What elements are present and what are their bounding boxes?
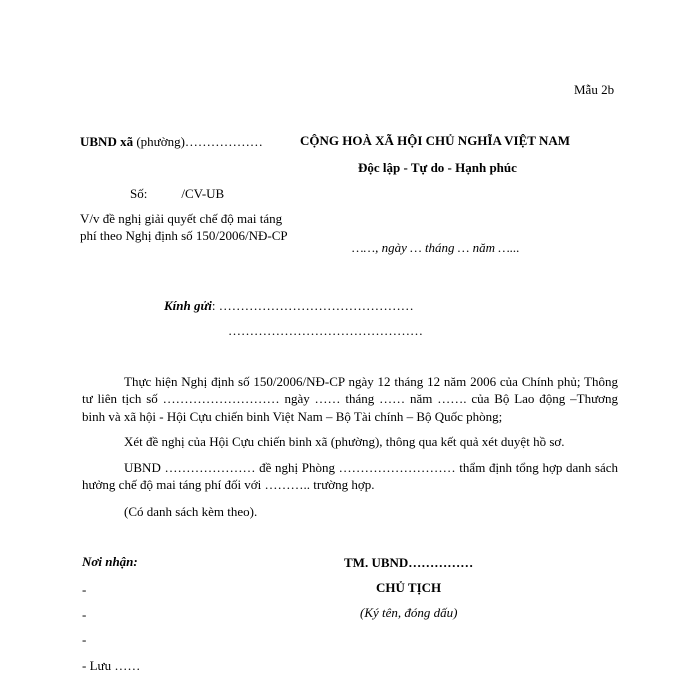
recipients-heading: Nơi nhận: — [82, 554, 138, 569]
document-number-label: Số: — [130, 186, 148, 201]
body-paragraph-2: Xét đề nghị của Hội Cựu chiến binh xã (phường), thông qua kết quả xét duyệt hồ sơ. — [124, 434, 565, 449]
recipient-item: - — [82, 607, 87, 622]
agency-label: UBND xã — [80, 134, 134, 149]
agency-line — [80, 134, 263, 150]
recipient-label: Kính gửi — [164, 298, 212, 313]
sign-note: (Ký tên, đóng dấu) — [360, 605, 458, 620]
national-title: CỘNG HOÀ XÃ HỘI CHỦ NGHĨA VIỆT NAM — [300, 133, 571, 148]
national-motto: Độc lập - Tự do - Hạnh phúc — [358, 160, 517, 175]
sign-title: CHỦ TỊCH — [376, 580, 442, 595]
sign-on-behalf: TM. UBND…………… — [344, 555, 474, 570]
document-number-value: /CV-UB — [181, 186, 225, 201]
body-paragraph-3: UBND ………………… đề nghị Phòng ……………………… thẩm định tổng hợp danh sách hưởng chế độ mai táng phí đối với ……….. trường hợp. — [82, 460, 618, 493]
document-subject: V/v đề nghị giải quyết chế độ mai táng phí theo Nghị định số 150/2006/NĐ-CP — [80, 211, 288, 243]
agency-suffix: (phường)……………… — [133, 134, 263, 149]
recipient-item: - — [82, 582, 87, 597]
body-paragraph-4: (Có danh sách kèm theo). — [124, 504, 258, 519]
form-code: Mẫu 2b — [574, 82, 615, 97]
document-number — [130, 186, 224, 202]
place-date: ……, ngày … tháng … năm …... — [352, 240, 520, 255]
recipient-line-1 — [164, 298, 414, 314]
recipient-item: - Lưu …… — [82, 658, 141, 673]
recipient-dots-1: : ……………………………………… — [211, 298, 414, 313]
recipient-item: - — [82, 632, 87, 647]
body-paragraph-1: Thực hiện Nghị định số 150/2006/NĐ-CP ngày 12 tháng 12 năm 2006 của Chính phủ; Thông tư liên tịch số ……………………… ngày …… tháng …… năm ……. của Bộ Lao động –Thương binh và xã hội - Hội Cựu chiến binh Việt Nam – Bộ Tài chính – Bộ Quốc phòng; — [82, 374, 618, 424]
recipient-line-2: ……………………………………… — [228, 323, 423, 338]
